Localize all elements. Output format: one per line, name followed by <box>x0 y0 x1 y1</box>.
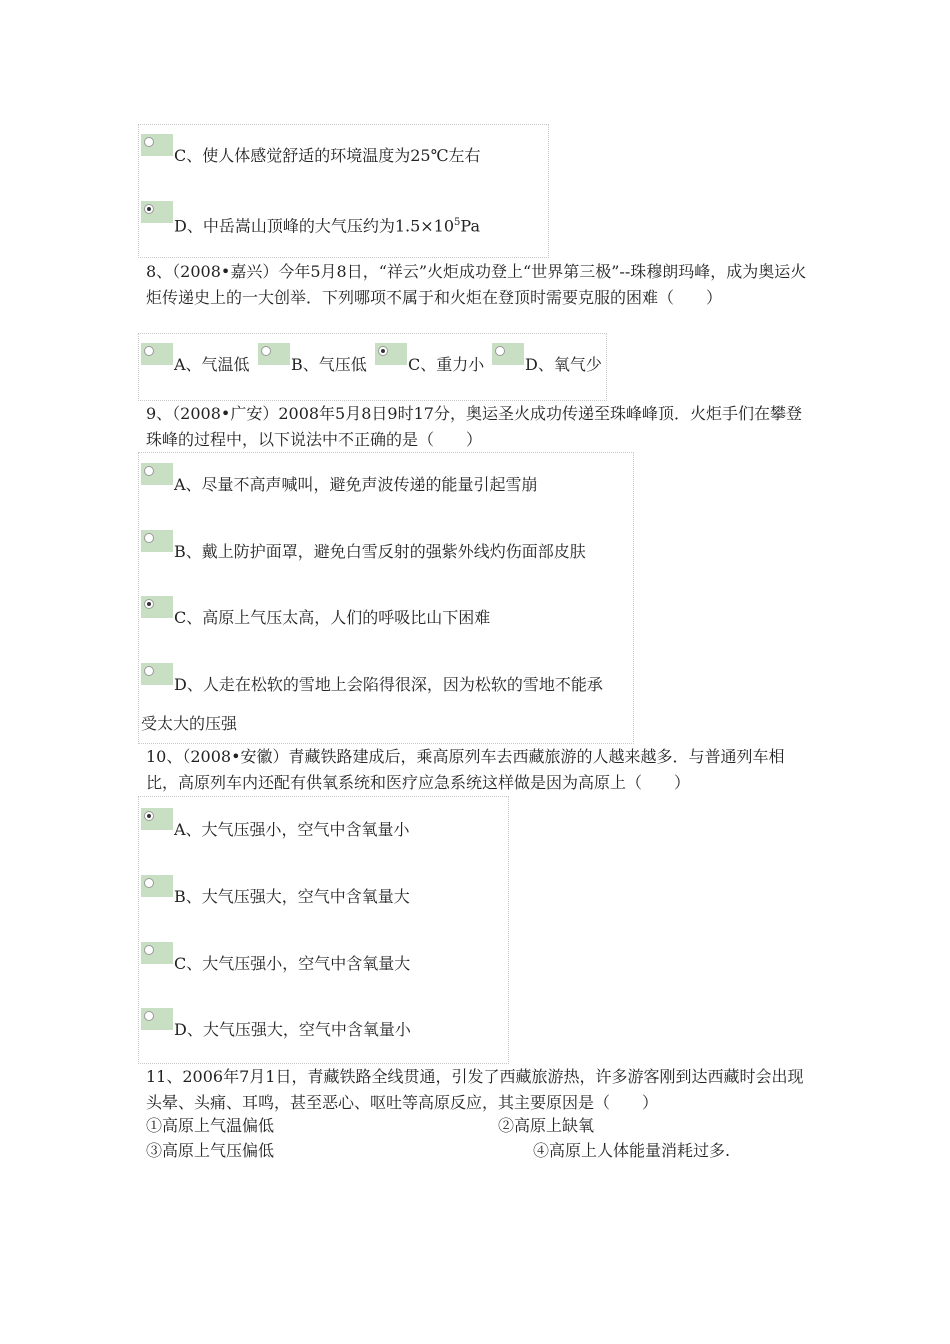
radio-button[interactable] <box>141 343 173 365</box>
radio-button[interactable] <box>141 1008 173 1030</box>
q7-options-box <box>138 124 549 258</box>
radio-button[interactable] <box>141 596 173 618</box>
q8-options-box <box>138 333 607 401</box>
option-label: D、人走在松软的雪地上会陷得很深，因为松软的雪地不能承 <box>174 675 603 694</box>
radio-unselected-icon <box>261 346 271 356</box>
radio-button[interactable] <box>141 201 173 223</box>
q11-item-2: ②高原上缺氧 <box>498 1116 595 1135</box>
option-label: B、戴上防护面罩，避免白雪反射的强紫外线灼伤面部皮肤 <box>174 542 586 561</box>
radio-button[interactable] <box>141 134 173 156</box>
radio-button[interactable] <box>141 530 173 552</box>
q9-options-box <box>138 452 634 744</box>
radio-unselected-icon <box>144 346 154 356</box>
q8-stem: 8、（2008•嘉兴）今年5月8日，“祥云”火炬成功登上“世界第三极”--珠穆朗玛峰，成为奥运火炬传递史上的一大创举．下列哪项不属于和火炬在登顶时需要克服的困难（ ） <box>146 262 807 307</box>
option-label: A、尽量不高声喊叫，避免声波传递的能量引起雪崩 <box>174 475 538 494</box>
radio-button[interactable] <box>258 343 290 365</box>
option-label: A、气温低 <box>174 355 250 374</box>
radio-selected-icon <box>378 346 388 356</box>
radio-unselected-icon <box>495 346 505 356</box>
option-label: B、气压低 <box>291 355 367 374</box>
option-label: C、大气压强小，空气中含氧量大 <box>174 954 411 973</box>
radio-unselected-icon <box>144 878 154 888</box>
radio-button[interactable] <box>492 343 524 365</box>
radio-unselected-icon <box>144 466 154 476</box>
q9-option-d-continuation: 受太大的压强 <box>141 714 238 733</box>
q10-stem: 10、（2008•安徽）青藏铁路建成后，乘高原列车去西藏旅游的人越来越多．与普通列车相比，高原列车内还配有供氧系统和医疗应急系统这样做是因为高原上（ ） <box>146 747 785 792</box>
unit: Pa <box>460 216 481 236</box>
option-label <box>174 207 480 242</box>
option-label: B、大气压强大，空气中含氧量大 <box>174 887 410 906</box>
exponent: 5 <box>454 217 461 228</box>
radio-selected-icon <box>144 811 154 821</box>
radio-button[interactable] <box>141 463 173 485</box>
option-label: C、重力小 <box>408 355 485 374</box>
radio-unselected-icon <box>144 533 154 543</box>
q11-item-3: ③高原上气压偏低 <box>146 1141 275 1160</box>
q10-options-box <box>138 796 509 1064</box>
option-label: D、氧气少 <box>525 355 602 374</box>
radio-button[interactable] <box>375 343 407 365</box>
radio-unselected-icon <box>144 137 154 147</box>
radio-selected-icon <box>144 599 154 609</box>
radio-unselected-icon <box>144 1011 154 1021</box>
radio-selected-icon <box>144 204 154 214</box>
option-label: C、使人体感觉舒适的环境温度为25℃左右 <box>174 146 481 165</box>
radio-button[interactable] <box>141 808 173 830</box>
radio-button[interactable] <box>141 875 173 897</box>
radio-unselected-icon <box>144 666 154 676</box>
radio-button[interactable] <box>141 663 173 685</box>
radio-button[interactable] <box>141 942 173 964</box>
option-label: C、高原上气压太高，人们的呼吸比山下困难 <box>174 608 491 627</box>
radio-unselected-icon <box>144 945 154 955</box>
q11-item-4: ④高原上人体能量消耗过多. <box>533 1141 731 1160</box>
q11-stem: 11、2006年7月1日，青藏铁路全线贯通，引发了西藏旅游热，许多游客刚到达西藏时会出现头晕、头痛、耳鸣，甚至恶心、呕吐等高原反应，其主要原因是（ ） <box>146 1067 804 1112</box>
option-label: A、大气压强小，空气中含氧量小 <box>174 820 410 839</box>
q11-item-1: ①高原上气温偏低 <box>146 1116 275 1135</box>
option-label: D、大气压强大，空气中含氧量小 <box>174 1020 411 1039</box>
option-text: D、中岳嵩山顶峰的大气压约为1.5×10 <box>174 216 455 236</box>
q9-stem: 9、（2008•广安）2008年5月8日9时17分，奥运圣火成功传递至珠峰峰顶．火炬手们在攀登珠峰的过程中，以下说法中不正确的是（ ） <box>146 404 802 449</box>
